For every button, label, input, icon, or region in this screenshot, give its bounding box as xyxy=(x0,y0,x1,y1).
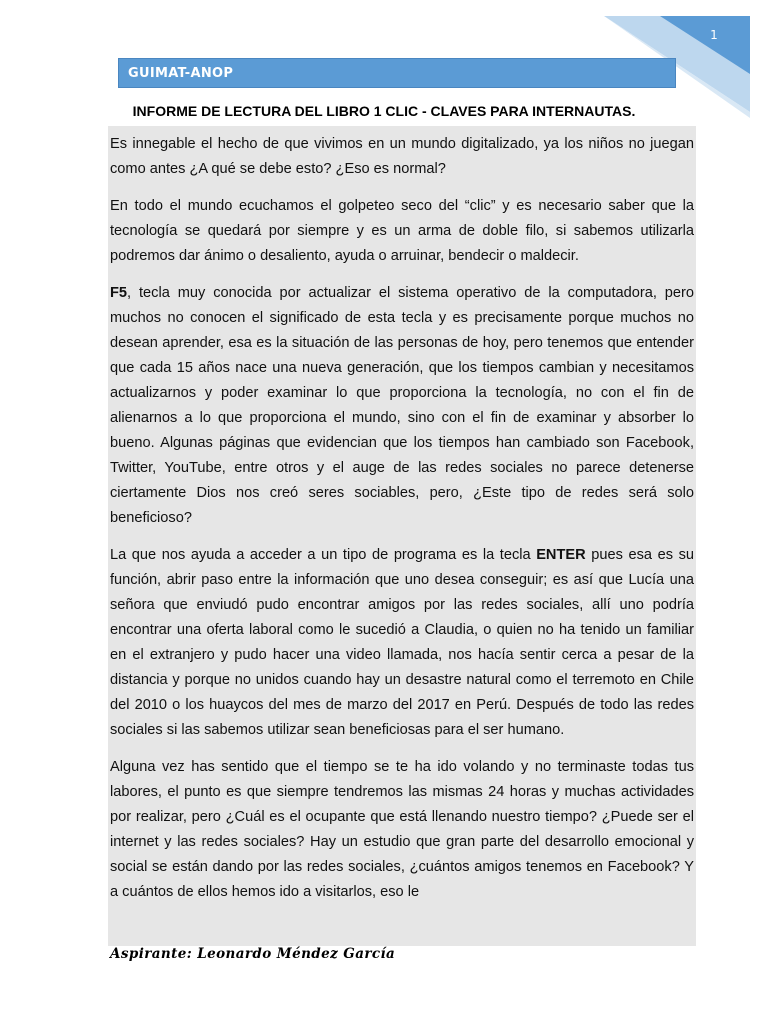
header-banner xyxy=(118,58,676,88)
paragraph-4-before: La que nos ayuda a acceder a un tipo de programa es la tecla xyxy=(110,547,537,563)
paragraph-4 xyxy=(110,543,694,743)
paragraph-1: Es innegable el hecho de que vivimos en un mundo digitalizado, ya los niños no juegan como antes ¿A qué se debe esto? ¿Eso es normal? xyxy=(110,136,694,177)
paragraph-2: En todo el mundo ecuchamos el golpeteo seco del “clic” y es necesario saber que la tecnología se quedará por siempre y es un arma de doble filo, si sabemos utilizarla podremos dar ánimo o desaliento, ayuda o arruinar, bendecir o maldecir. xyxy=(110,198,694,264)
header-label: GUIMAT-ANOP xyxy=(128,66,234,81)
key-enter: ENTER xyxy=(536,547,586,563)
paragraph-3 xyxy=(110,281,694,531)
paragraph-3-text: , tecla muy conocida por actualizar el sistema operativo de la computadora, pero muchos no conocen el significado de esta tecla y es precisamente porque muchos no desean aprender, esa es la situación de las personas de hoy, pero tenemos que entender que cada 15 años nace una nueva generación, que los tiempos cambian y necesitamos actualizarnos y poder examinar lo que proporciona la tecnología, no con el fin de alienarnos a lo que proporciona el mundo, sino con el fin de examinar y absorber lo bueno. Algunas páginas que evidencian que los tiempos han cambiado son Facebook, Twitter, YouTube, entre otros y el auge de las redes sociales no parece detenerse ciertamente Dios nos creó seres sociables, pero, ¿Este tipo de redes será solo beneficioso? xyxy=(110,285,694,526)
paragraph-4-after: pues esa es su función, abrir paso entre la información que uno desea conseguir; es así que Lucía una señora que enviudó pudo encontrar amigos por las redes sociales, allí uno podría encontrar una oferta laboral como le sucedió a Claudia, o quien no ha tenido un familiar en el extranjero y pudo hacer una video llamada, nos hacía sentir cerca a pesar de la distancia y porque no unidos cuando hay un desastre natural como el terremoto en Chile del 2010 o los huaycos del mes de marzo del 2017 en Perú. Después de todo las redes sociales si las sabemos utilizar sean beneficiosas para el ser humano. xyxy=(110,547,694,738)
paragraph-5: Alguna vez has sentido que el tiempo se te ha ido volando y no terminaste todas tus labores, el punto es que siempre tendremos las mismas 24 horas y muchas actividades por realizar, pero ¿Cuál es el ocupante que está llenando nuestro tiempo? ¿Puede ser el internet y las redes sociales? Hay un estudio que gran parte del desarrollo emocional y social se están dando por las redes sociales, ¿cuántos amigos tenemos en Facebook? Y a cuántos de ellos hemos ido a visitarlos, eso le xyxy=(110,759,694,900)
key-f5: F5 xyxy=(110,285,128,301)
author-signature: Aspirante: Leonardo Méndez García xyxy=(110,946,396,962)
document-body xyxy=(110,132,694,917)
page-number: 1 xyxy=(710,28,718,42)
document-title: INFORME DE LECTURA DEL LIBRO 1 CLIC - CLAVES PARA INTERNAUTAS. xyxy=(132,103,636,119)
